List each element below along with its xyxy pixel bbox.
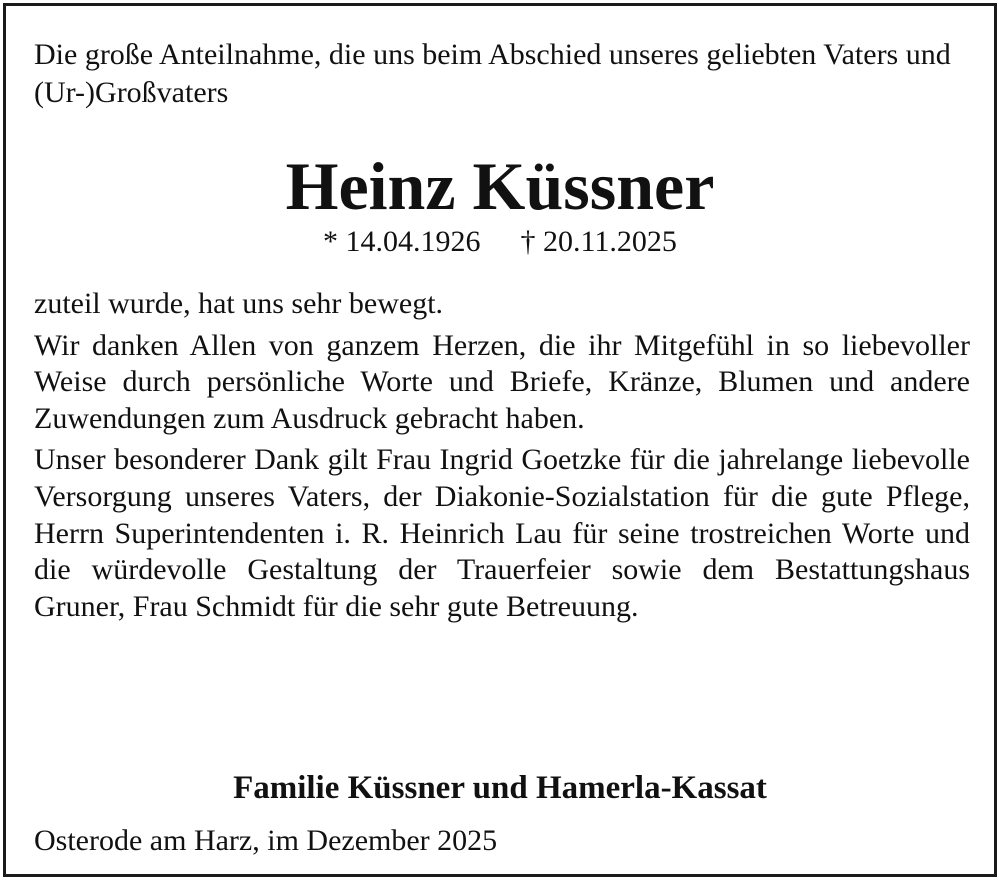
thanks-body bbox=[34, 286, 970, 630]
paragraph-bewegt: zuteil wurde, hat uns sehr bewegt. bbox=[34, 287, 444, 320]
paragraph-dank-allen: Wir danken Allen von ganzem Herzen, die ihr Mitgefühl in so liebevoller Weise durch persönliche Worte und Briefe, Kränze, Blumen und andere Zuwendungen zum Ausdruck gebracht haben. bbox=[34, 328, 970, 435]
family-signature: Familie Küssner und Hamerla-Kassat bbox=[233, 770, 767, 806]
birth-date: * 14.04.1926 bbox=[323, 225, 481, 258]
notice-frame bbox=[3, 3, 997, 877]
place-and-date: Osterode am Harz, im Dezember 2025 bbox=[34, 824, 498, 857]
intro-text: Die große Anteilnahme, die uns beim Abschied unseres geliebten Vaters und (Ur-)Großvaters bbox=[34, 38, 951, 109]
death-date: † 20.11.2025 bbox=[520, 225, 677, 258]
paragraph-besonderer-dank: Unser besonderer Dank gilt Frau Ingrid Goetzke für die jahrelange liebevolle Versorgung unseres Vaters, der Diakonie-Sozialstation für die gute Pflege, Herrn Superintendenten i. R. Heinrich Lau für seine trostreichen Worte und die würdevolle Gestaltung der Trauerfeier sowie dem Bestattungshaus Gruner, Frau Schmidt für die sehr gute Betreuung. bbox=[34, 443, 970, 623]
life-dates bbox=[6, 222, 994, 262]
deceased-name: Heinz Küssner bbox=[285, 148, 715, 224]
